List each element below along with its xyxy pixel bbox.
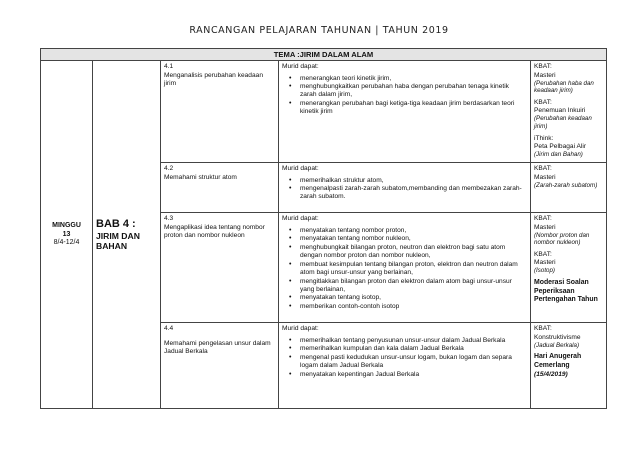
subtopic-cell xyxy=(161,323,279,409)
objective-item: • menyatakan tentang isotop, xyxy=(300,294,527,302)
objective-item: • mengitlakkan bilangan proton dan elektron dalam atom bagi unsur-unsur yang berlainan, xyxy=(300,278,527,294)
kbat-note: (Perubahan haba dan keadaan jirim) xyxy=(534,79,594,95)
kbat-line: KBAT: xyxy=(534,251,552,259)
objectives-heading: Murid dapat: xyxy=(282,215,319,223)
document-title: RANCANGAN PELAJARAN TAHUNAN | TAHUN 2019 xyxy=(189,25,449,36)
kbat-cell xyxy=(531,323,607,409)
kbat-note: (Jadual Berkala) xyxy=(534,341,580,349)
objective-item: • menyatakan tentang nombor nukleon, xyxy=(300,235,527,243)
objective-item: • menerangkan perubahan bagi ketiga-tiga keadaan jirim berdasarkan teori kinetik jirim xyxy=(300,100,527,116)
objectives-list xyxy=(282,177,527,202)
objectives-list xyxy=(282,227,527,312)
objective-item: • membuat kesimpulan tentang bilangan proton, elektron dan neutron dalam atom bagi unsur-unsur yang berlainan, xyxy=(300,261,527,277)
objectives-cell xyxy=(279,61,531,163)
objective-item: • memerihalkan kumpulan dan kala dalam Jadual Berkala xyxy=(300,345,527,353)
kbat-cell xyxy=(531,61,607,163)
subtopic-number: 4.1 xyxy=(164,63,174,71)
kbat-cell xyxy=(531,163,607,213)
kbat-event-date: (15/4/2019) xyxy=(534,370,568,378)
objectives-list xyxy=(282,337,527,379)
subtopic-title: Menganalisis perubahan keadaan jirim xyxy=(164,71,263,87)
kbat-line: KBAT: xyxy=(534,165,552,173)
objectives-cell xyxy=(279,163,531,213)
objective-item: • menghubungkait bilangan proton, neutron dan elektron bagi satu atom dengan nombor proton dan nombor nukleon, xyxy=(300,244,527,260)
theme-heading: TEMA :JIRIM DALAM ALAM xyxy=(41,49,607,61)
kbat-event: Hari Anugerah Cemerlang xyxy=(534,353,582,369)
objectives-heading: Murid dapat: xyxy=(282,63,319,71)
objective-item: • mengenal pasti kedudukan unsur-unsur logam, bukan logam dan separa logam dalam Jadual Berkala xyxy=(300,354,527,370)
chapter-number: BAB 4 : xyxy=(96,218,136,231)
kbat-line: Masteri xyxy=(534,71,556,79)
subtopic-number: 4.3 xyxy=(164,215,174,223)
week-cell xyxy=(41,61,93,409)
subtopic-cell xyxy=(161,213,279,323)
theme-row xyxy=(41,49,607,61)
subtopic-cell xyxy=(161,61,279,163)
kbat-note: (Isotop) xyxy=(534,267,555,275)
subtopic-cell xyxy=(161,163,279,213)
objective-item: • menghubungkaitkan perubahan haba dengan perubahan tenaga kinetik zarah dalam jirim, xyxy=(300,83,527,99)
objectives-heading: Murid dapat: xyxy=(282,165,319,173)
objective-item: • memberikan contoh-contoh isotop xyxy=(300,303,527,311)
objective-item: • mengenalpasti zarah-zarah subatom,membanding dan membezakan zarah-zarah subatom. xyxy=(300,185,527,201)
subtopic-title: Memahami pengelasan unsur dalam Jadual Berkala xyxy=(164,339,271,355)
objectives-cell xyxy=(279,323,531,409)
week-number: 13 xyxy=(62,230,71,238)
subtopic-title: Memahami struktur atom xyxy=(164,173,237,181)
kbat-line: KBAT: xyxy=(534,325,552,333)
kbat-line: Peta Pelbagai Alir xyxy=(534,143,587,151)
kbat-line: KBAT: xyxy=(534,215,552,223)
subtopic-title: Mengaplikasi idea tentang nombor proton dan nombor nukleon xyxy=(164,223,265,239)
kbat-note: (Perubahan keadaan jirim) xyxy=(534,115,592,131)
objectives-list xyxy=(282,75,527,117)
kbat-line: Penemuan Inkuiri xyxy=(534,107,586,115)
kbat-note: (Jirim dan Bahan) xyxy=(534,151,583,159)
kbat-line: Masteri xyxy=(534,173,556,181)
kbat-line: KBAT: xyxy=(534,99,552,107)
kbat-line: Masteri xyxy=(534,223,556,231)
objectives-heading: Murid dapat: xyxy=(282,325,319,333)
lesson-plan-table xyxy=(40,48,607,409)
objective-item: • memerihalkan struktur atom, xyxy=(300,177,527,185)
week-label: MINGGU xyxy=(52,221,81,229)
objective-item: • menyatakan kepentingan Jadual Berkala xyxy=(300,371,527,379)
kbat-line: KBAT: xyxy=(534,63,552,71)
objective-item: • menerangkan teori kinetik jirim, xyxy=(300,75,527,83)
kbat-event: Moderasi Soalan Peperiksaan Pertengahan Tahun xyxy=(534,279,598,304)
subtopic-number: 4.2 xyxy=(164,165,174,173)
kbat-cell xyxy=(531,213,607,323)
kbat-note: (Nombor proton dan nombor nukleon) xyxy=(534,231,590,247)
week-dates: 8/4-12/4 xyxy=(53,239,80,247)
subtopic-number: 4.4 xyxy=(164,325,174,333)
chapter-cell xyxy=(93,61,161,409)
objectives-cell xyxy=(279,213,531,323)
kbat-line: iThink: xyxy=(534,134,554,142)
kbat-line: Masteri xyxy=(534,259,556,267)
chapter-name: JIRIM DAN BAHAN xyxy=(96,230,140,251)
objective-item: • menyatakan tentang nombor proton, xyxy=(300,227,527,235)
table-row xyxy=(41,61,607,163)
kbat-note: (Zarah-zarah subatom) xyxy=(534,181,598,189)
kbat-line: Konstruktivisme xyxy=(534,333,581,341)
objective-item: • memerihalkan tentang penyusunan unsur-unsur dalam Jadual Berkala xyxy=(300,337,527,345)
